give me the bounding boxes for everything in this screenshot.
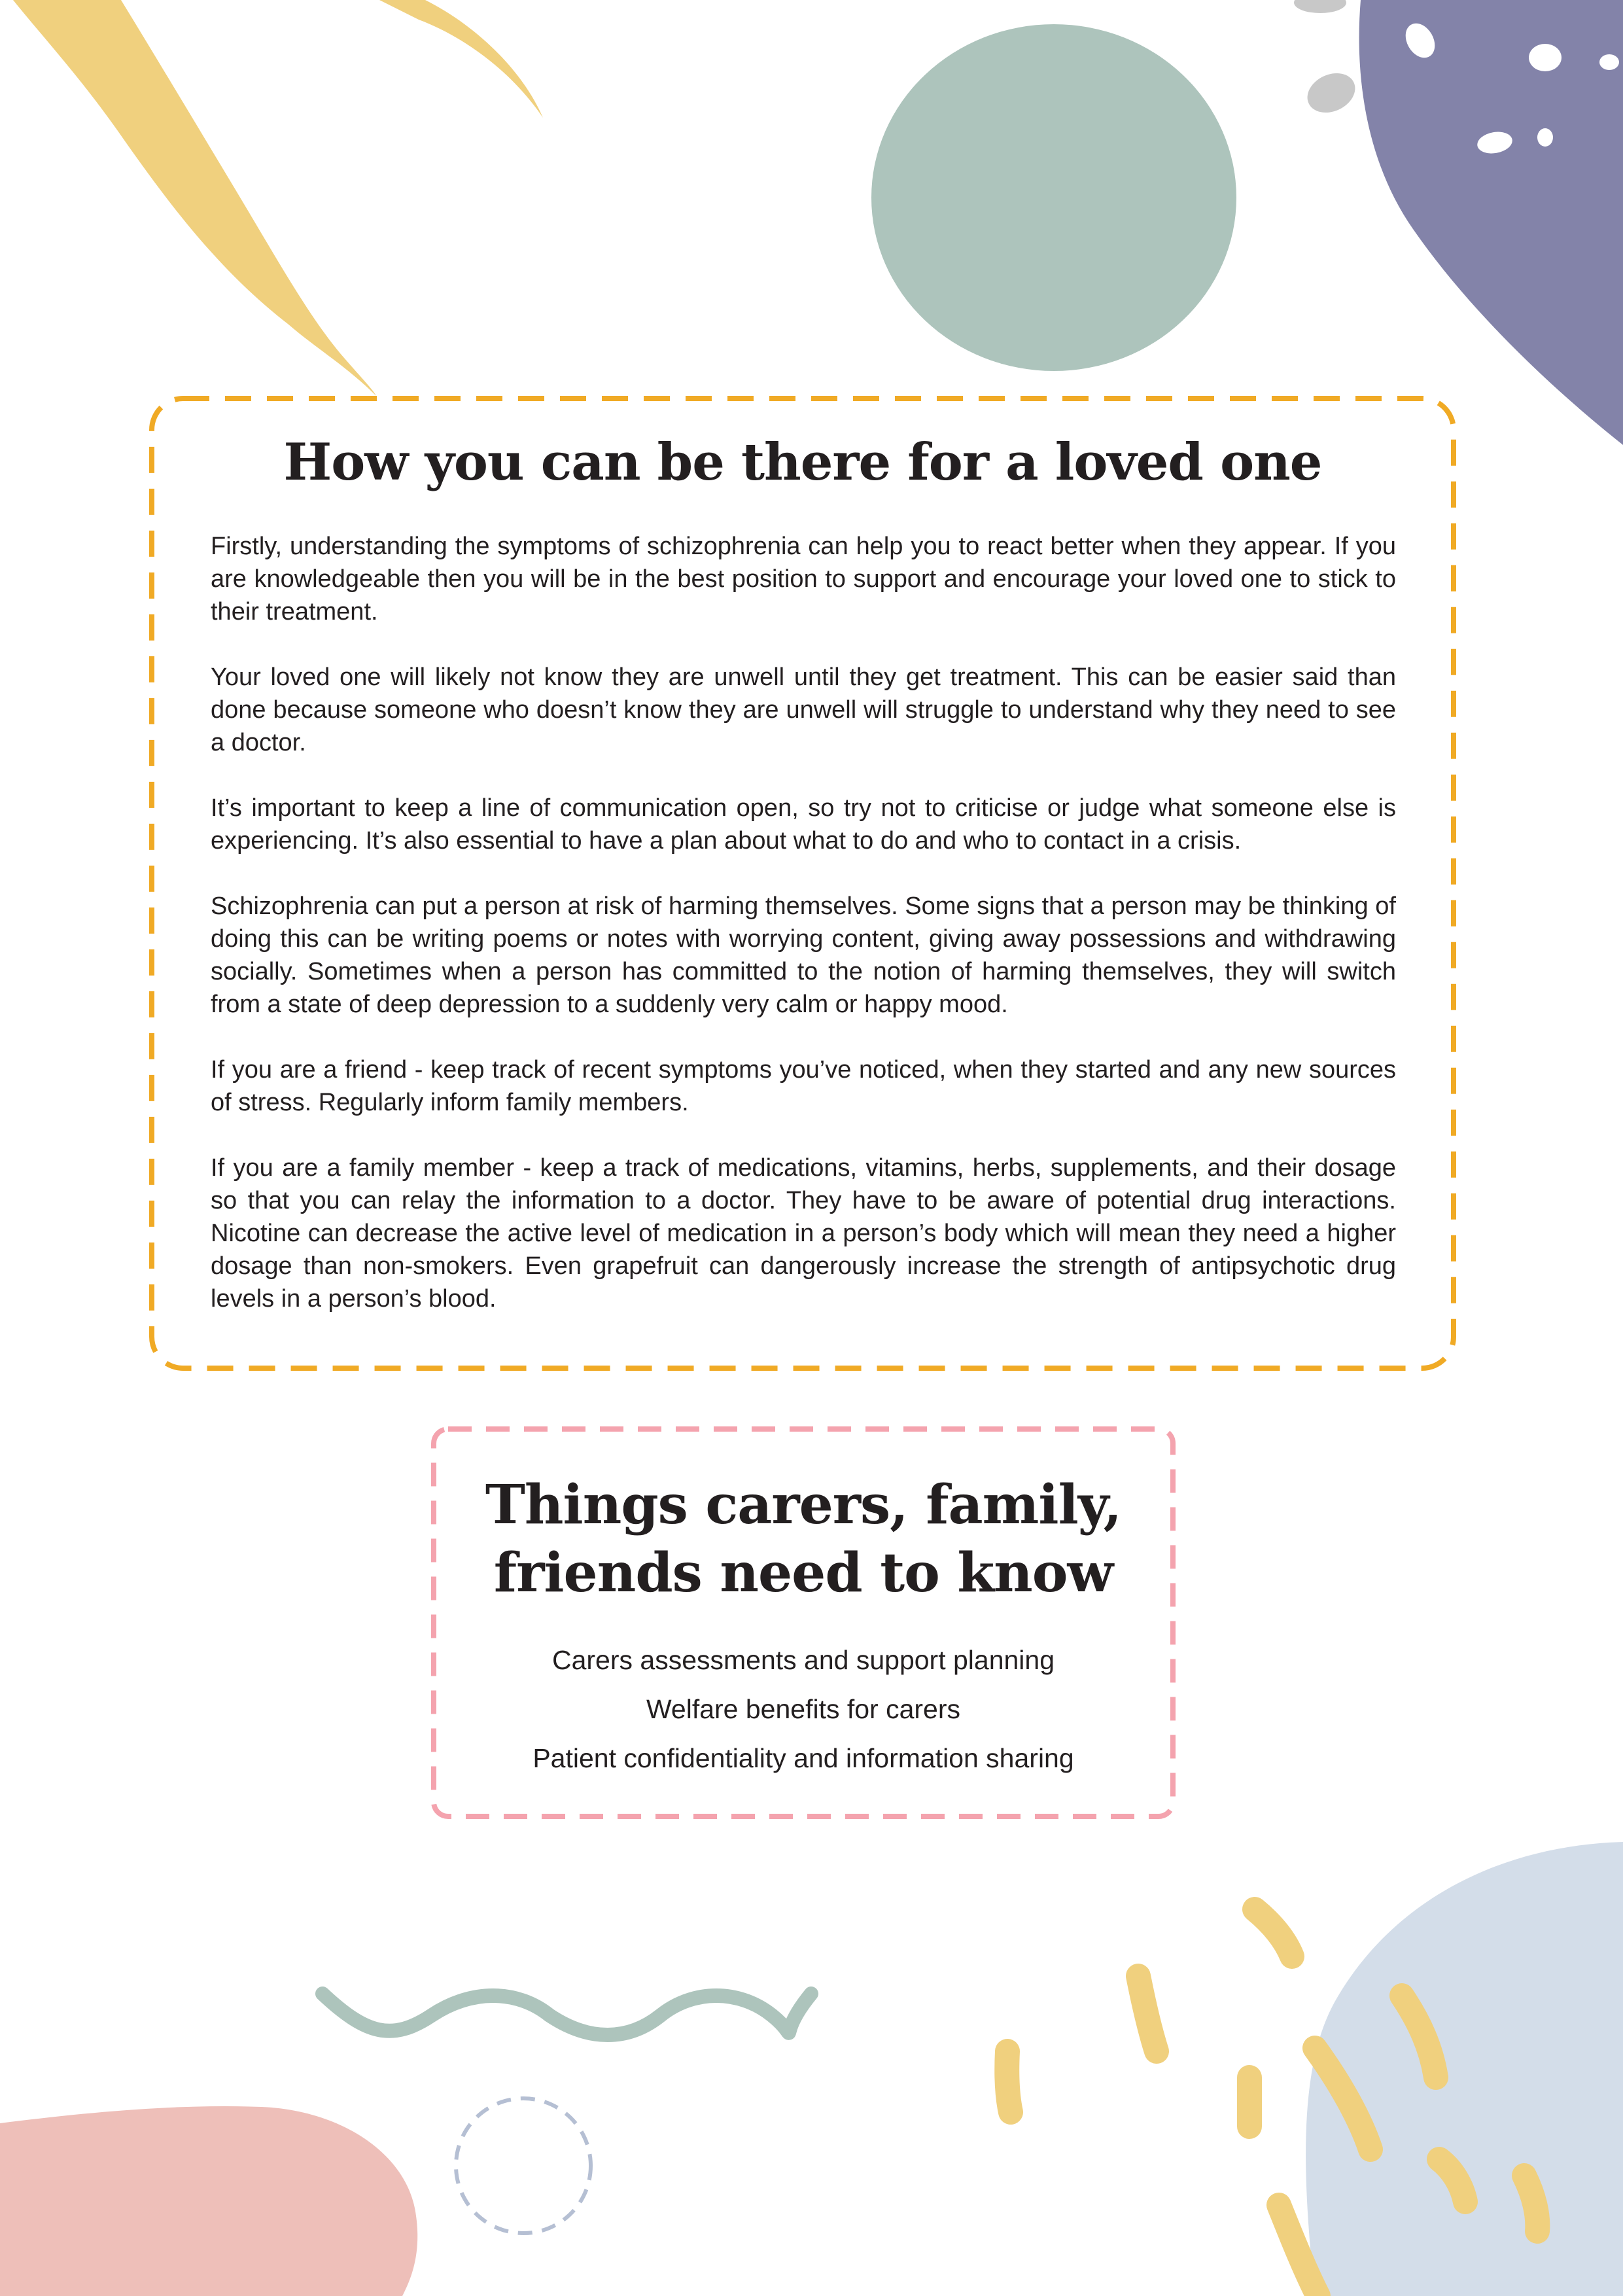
sage-circle-shape bbox=[871, 24, 1236, 371]
paragraph: Schizophrenia can put a person at risk of harming themselves. Some signs that a person may be thinking of doing this can be writing poems or notes with worrying content, giving away possessions and withdrawing socially. Sometimes when a person has committed to the notion of harming themselves, they will switch from a state of deep depression to a suddenly very calm or happy mood. bbox=[211, 892, 1396, 1018]
section-two-title-line: friends need to know bbox=[493, 1542, 1113, 1604]
loved-one-section bbox=[149, 396, 1456, 1371]
paragraph: If you are a friend - keep track of recent symptoms you’ve noticed, when they started and any new sources of stress. Regularly inform family members. bbox=[211, 1056, 1396, 1116]
paragraph: Your loved one will likely not know they are unwell until they get treatment. This can be easier said than done because someone who doesn’t know they are unwell will struggle to understand why they need to see a doctor. bbox=[211, 663, 1396, 756]
list-item: Welfare benefits for carers bbox=[646, 1694, 961, 1724]
section-one-title: How you can be there for a loved one bbox=[283, 433, 1322, 492]
dashed-circle-shape bbox=[456, 2098, 591, 2233]
yellow-thin-arc-shape bbox=[379, 0, 543, 118]
paragraph: It’s important to keep a line of communication open, so try not to criticise or judge what someone else is experiencing. It’s also essential to have a plan about what to do and who to contact in a crisis. bbox=[211, 794, 1396, 855]
sage-wave-shape bbox=[323, 1994, 811, 2035]
purple-blob-shape bbox=[1359, 0, 1623, 445]
paragraph: Firstly, understanding the symptoms of schizophrenia can help you to react better when they appear. If you are knowledgeable then you will be in the best position to support and encourage your loved one to stick to their treatment. bbox=[211, 533, 1396, 626]
section-one-body bbox=[211, 530, 1396, 1348]
white-dot-shape bbox=[1537, 128, 1553, 147]
list-item: Patient confidentiality and information sharing bbox=[532, 1743, 1074, 1773]
grey-pebble-shape bbox=[1294, 0, 1346, 13]
section-two-title bbox=[431, 1471, 1176, 1607]
yellow-swoosh-shape bbox=[13, 0, 376, 396]
pink-blob-shape bbox=[0, 2106, 417, 2296]
section-two-title-line: Things carers, family, bbox=[485, 1474, 1122, 1536]
topics-list bbox=[431, 1636, 1176, 1783]
blue-blob-shape bbox=[1306, 1842, 1623, 2296]
grey-pebble-shape bbox=[1301, 66, 1362, 120]
paragraph: If you are a family member - keep a track of medications, vitamins, herbs, supplements, and their dosage so that you can relay the information to a doctor. They have to be aware of potential drug interactions. Nicotine can decrease the active level of medication in a person’s body which will mean they need a higher dosage than non-smokers. Even grapefruit can dangerously increase the strength of antipsychotic drug levels in a person’s blood. bbox=[211, 1154, 1396, 1313]
need-to-know-section bbox=[431, 1426, 1176, 1819]
white-dot-shape bbox=[1599, 54, 1619, 70]
list-item: Carers assessments and support planning bbox=[551, 1645, 1055, 1675]
white-dot-shape bbox=[1529, 44, 1562, 71]
